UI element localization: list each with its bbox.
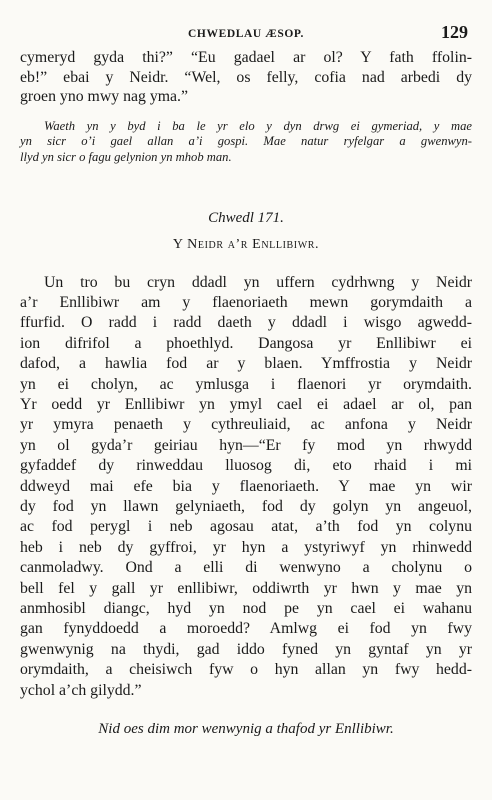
text-line: yn ol gyda’r geiriau hyn—“Er fy mod yn rhwydd: [20, 436, 472, 454]
continuation-text: [20, 48, 472, 107]
text-line: gyfaddef dy rinweddau lluosog di, eto rhaid i mi: [20, 457, 472, 475]
text-line: ffurfid. O radd i radd daeth y ddadl i wisgo agwedd-: [20, 314, 472, 332]
text-line: bell fel y gall yr enllibiwr, oddiwrth yr hwn y mae yn: [20, 579, 472, 597]
fable-number: Chwedl 171.: [208, 209, 284, 226]
text-line: gwenwynig na thydi, gad iddo fyned yn gyntaf yn yr: [20, 640, 472, 658]
page-header: [20, 22, 472, 48]
book-page: [20, 22, 472, 738]
text-line: dafod, a hawlia fod ar y blaen. Ymffrostia y Neidr: [20, 355, 472, 373]
text-line: ddweyd mai efe bia y flaenoriaeth. Y mae yn wir: [20, 477, 472, 495]
text-line: canmoladwy. Ond a elli di wenwyno a cholynu o: [20, 559, 472, 577]
text-line: a’r Enllibiwr am y flaenoriaeth mewn gorymdaith a: [20, 293, 472, 311]
text-line: cymeryd gyda thi?” “Eu gadael ar ol? Y fath ffolin-: [20, 49, 472, 66]
running-title: CHWEDLAU ÆSOP.: [188, 28, 304, 40]
fable-title: Y Neidr a’r Enllibiwr.: [172, 236, 320, 252]
fable-text: [20, 273, 472, 702]
text-line: ac fod perygl i neb agosau atat, a’th fod yn colynu: [20, 518, 472, 536]
moral-line: llyd yn sicr o fagu gelynion yn mhob man.: [20, 149, 232, 164]
text-line: anmhosibl diangc, hyd yn nod pe yn cael ei wahanu: [20, 600, 472, 618]
text-line: groen yno mwy nag yma.”: [20, 88, 189, 106]
text-line: Un tro bu cryn ddadl yn uffern cydrhwng y Neidr: [44, 273, 472, 291]
text-line: eb!” ebai y Neidr. “Wel, os felly, cofia nad arbedi dy: [20, 68, 472, 86]
text-line: gan fynyddoedd a moroedd? Amlwg ei fod yn fwy: [20, 620, 472, 638]
moral-paragraph: [20, 119, 472, 166]
text-line: Yr oedd yr Enllibiwr yn ymyl cael ei adael ar ol, pan: [20, 396, 472, 413]
moral-line: yn sicr o’i gael allan a’i gospi. Mae natur ryfelgar a gwenwyn-: [20, 134, 472, 149]
text-line: ion difrifol a phoethlyd. Dangosa yr Enllibiwr ei: [20, 334, 472, 352]
page-number: 129: [441, 22, 468, 42]
text-line: heb i neb dy gyffroi, yr hyn a ystyriwyf yn rhinwedd: [20, 538, 472, 556]
text-line: yr ymyra penaeth y cythreuliaid, ac anfona y Neidr: [20, 416, 472, 434]
text-line: orymdaith, a cheisiwch fyw o hyn allan yn fwy hedd-: [20, 661, 472, 679]
text-line: dy fod yn llawn gelyniaeth, fod dy golyn yn angeuol,: [20, 498, 472, 516]
text-line: yn ei cholyn, ac ymlusga i flaenori yr orymdaith.: [20, 375, 472, 393]
text-line: ychol a’ch gilydd.”: [20, 681, 142, 699]
fable-moral: Nid oes dim mor wenwynig a thafod yr Enllibiwr.: [98, 721, 394, 738]
moral-line: Waeth yn y byd i ba le yr elo y dyn drwg ei gymeriad, y mae: [44, 118, 472, 133]
